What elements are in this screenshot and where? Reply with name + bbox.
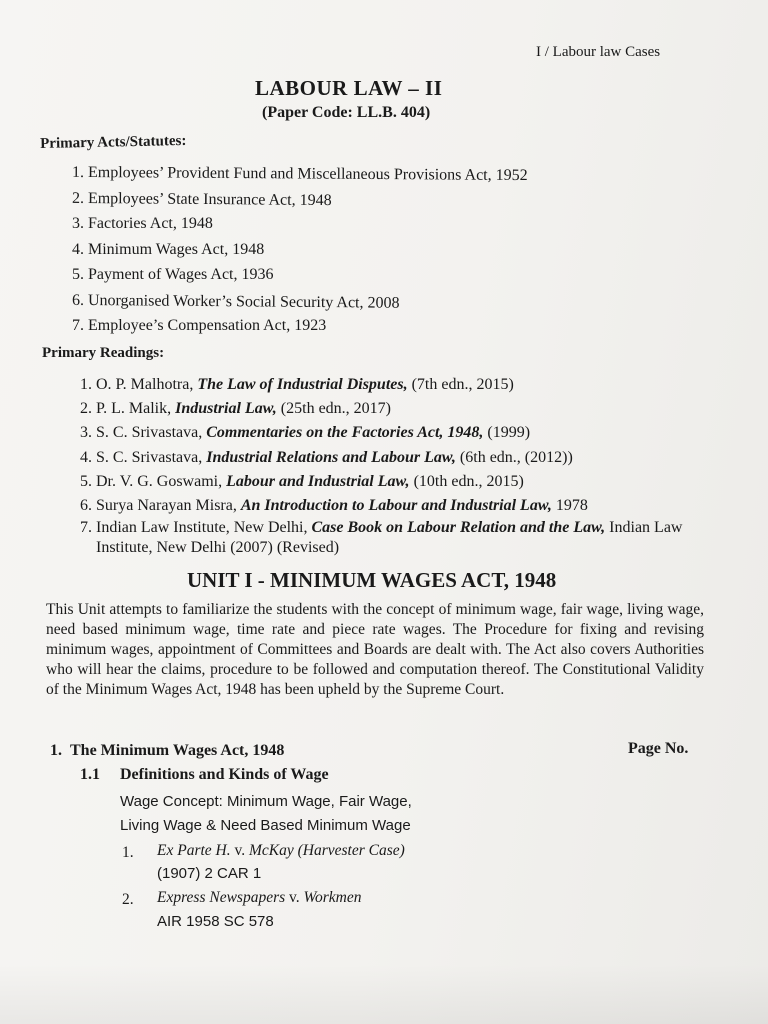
running-header: I / Labour law Cases xyxy=(536,44,661,60)
list-item: 6. Surya Narayan Misra, An Introduction to Labour and Industrial Law, 1978 xyxy=(80,497,588,515)
list-item: 4. S. C. Srivastava, Industrial Relations and Labour Law, (6th edn., (2012)) xyxy=(80,448,573,466)
list-item: 5. Dr. V. G. Goswami, Labour and Industrial Law, (10th edn., 2015) xyxy=(80,472,524,490)
readings-heading: Primary Readings: xyxy=(42,345,165,361)
case-citation: (1907) 2 CAR 1 xyxy=(157,865,262,882)
list-item: 3. Factories Act, 1948 xyxy=(72,215,213,232)
acts-heading: Primary Acts/Statutes: xyxy=(40,132,187,152)
case-name: Express Newspapers v. Workmen xyxy=(157,889,362,906)
page-shadow xyxy=(0,964,768,1024)
list-item: 7. Indian Law Institute, New Delhi, Case Book on Labour Relation and the Law, Indian Law Institute, New Delhi (2007) (Revised) xyxy=(80,519,683,557)
subsection-heading: Definitions and Kinds of Wage xyxy=(120,766,329,783)
case-number: 1. xyxy=(122,844,134,861)
acts-list xyxy=(71,160,528,339)
case-number: 2. xyxy=(122,891,134,908)
subsection-number: 1.1 xyxy=(80,766,100,783)
list-item: 5. Payment of Wages Act, 1936 xyxy=(72,266,274,283)
case-citation: AIR 1958 SC 578 xyxy=(157,913,274,930)
unit-title: UNIT I - MINIMUM WAGES ACT, 1948 xyxy=(187,568,557,592)
wage-concept-line: Living Wage & Need Based Minimum Wage xyxy=(120,817,411,834)
list-item: 1. Employees’ Provident Fund and Miscellaneous Provisions Act, 1952 xyxy=(71,163,528,185)
paper-code: (Paper Code: LL.B. 404) xyxy=(262,104,431,121)
readings-list xyxy=(80,373,696,558)
list-item: 7. Employee’s Compensation Act, 1923 xyxy=(72,317,327,334)
list-item: 2. P. L. Malik, Industrial Law, (25th edn., 2017) xyxy=(80,400,391,418)
list-item: 2. Employees’ State Insurance Act, 1948 xyxy=(71,189,332,209)
wage-concept-line: Wage Concept: Minimum Wage, Fair Wage, xyxy=(120,793,412,810)
list-item: 3. S. C. Srivastava, Commentaries on the Factories Act, 1948, (1999) xyxy=(80,424,531,442)
list-item: 6. Unorganised Worker’s Social Security Act, 2008 xyxy=(71,291,400,312)
page-no-label: Page No. xyxy=(628,740,689,757)
list-item: 4. Minimum Wages Act, 1948 xyxy=(72,240,265,258)
section-heading: 1. The Minimum Wages Act, 1948 xyxy=(50,742,285,759)
case-name: Ex Parte H. v. McKay (Harvester Case) xyxy=(157,842,405,859)
list-item: 1. O. P. Malhotra, The Law of Industrial Disputes, (7th edn., 2015) xyxy=(80,376,514,393)
page-title: LABOUR LAW – II xyxy=(255,76,443,100)
unit-description: This Unit attempts to familiarize the students with the concept of minimum wage, fair wage, living wage, need based minimum wage, time rate and piece rate wages. The Procedure for fixing and revising minimum wages, appointment of Committees and Boards are dealt with. The Act also covers Authorities who will hear the claims, procedure to be followed and computation thereof. The Constitutional Validity of the Minimum Wages Act, 1948 has been upheld by the Supreme Court. xyxy=(46,601,704,698)
